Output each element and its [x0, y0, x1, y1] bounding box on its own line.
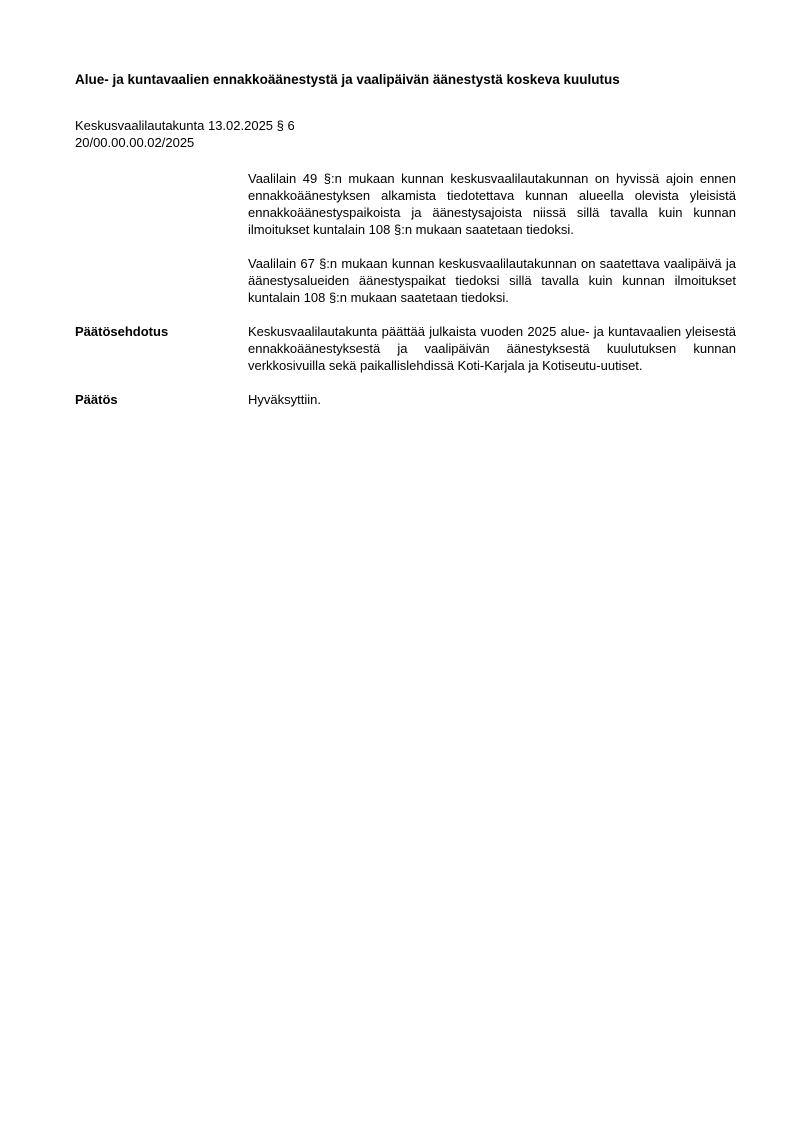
decision-proposal-content	[248, 323, 736, 374]
body-section-content	[248, 170, 736, 306]
document-title: Alue- ja kuntavaalien ennakkoäänestystä ja vaalipäivän äänestystä koskeva kuulutus	[75, 72, 620, 87]
document-header	[75, 117, 736, 151]
decision-label: Päätös	[75, 392, 118, 407]
decision-text: Hyväksyttiin.	[248, 392, 321, 407]
body-section	[75, 170, 736, 306]
decision-content	[248, 391, 736, 408]
paragraph-vaalilain-49: Vaalilain 49 §:n mukaan kunnan keskusvaalilautakunnan on hyvissä ajoin ennen ennakkoäänestyksen alkamista tiedotettava kunnan alueella olevista yleisistä ennakkoäänestyspaikoista ja äänestysajoista niissä sillä tavalla kuin kunnan ilmoitukset kuntalain 108 §:n mukaan saatetaan tiedoksi.	[248, 171, 736, 237]
record-number: 20/00.00.00.02/2025	[75, 135, 195, 150]
decision-proposal-section	[75, 323, 736, 374]
paragraph-vaalilain-67: Vaalilain 67 §:n mukaan kunnan keskusvaalilautakunnan on saatettava vaalipäivä ja äänestysalueiden äänestyspaikat tiedoksi sillä tavalla kuin kunnan ilmoitukset kuntalain 108 §:n mukaan saatetaan tiedoksi.	[248, 256, 736, 305]
committee-date-line: Keskusvaalilautakunta 13.02.2025 § 6	[75, 118, 295, 133]
decision-proposal-label: Päätösehdotus	[75, 324, 169, 339]
body-section-label	[75, 170, 248, 306]
decision-proposal-text: Keskusvaalilautakunta päättää julkaista vuoden 2025 alue- ja kuntavaalien yleisestä ennakkoäänestyksestä ja vaalipäivän äänestyksestä kuulutuksen kunnan verkkosivuilla sekä paikallislehdissä Koti-Karjala ja Kotiseutu-uutiset.	[248, 324, 736, 373]
decision-section	[75, 391, 736, 408]
